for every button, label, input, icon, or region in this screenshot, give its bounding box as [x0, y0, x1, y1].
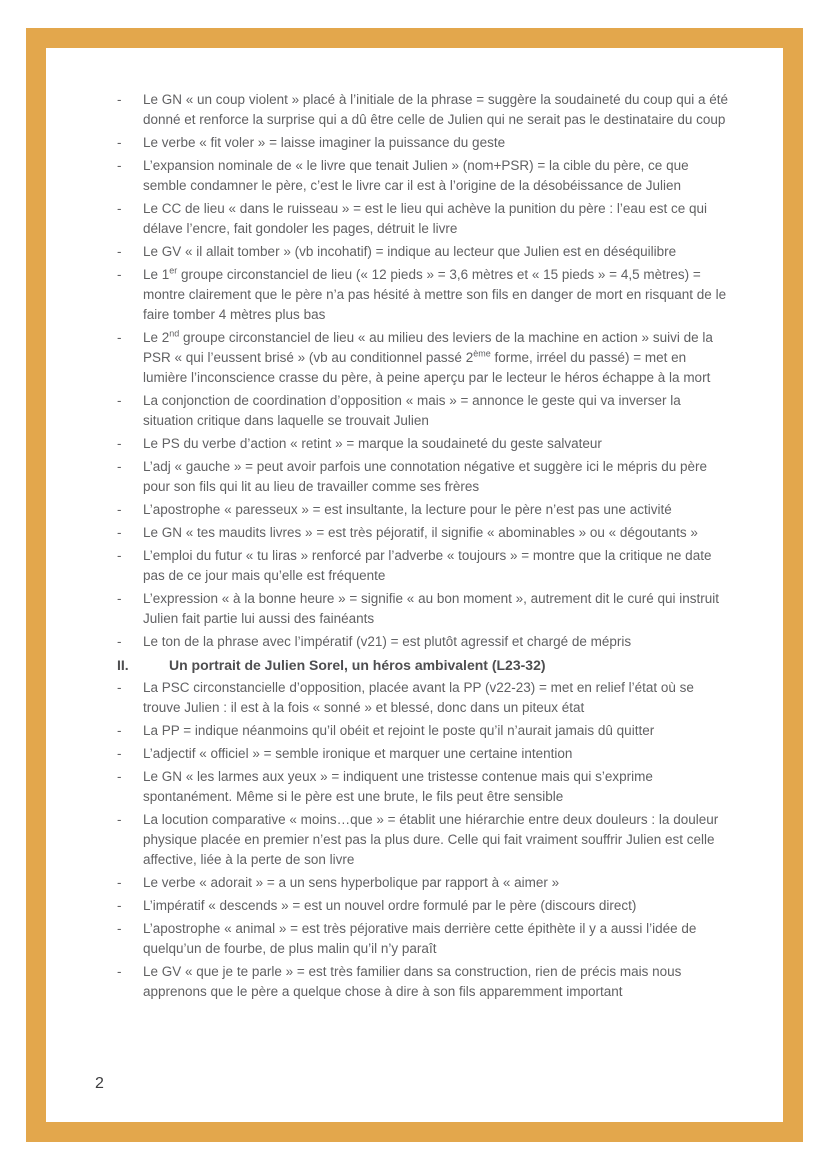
list-item-text: Le ton de la phrase avec l’impératif (v21) = est plutôt agressif et chargé de mépris — [143, 634, 632, 649]
list-item-text: La locution comparative « moins…que » = établit une hiérarchie entre deux douleurs : la douleur physique placée en premier n’est pas la plus dure. Celle qui fait vraiment souffrir Julien est celle affective, liée à la perte de son livre — [143, 812, 719, 867]
bullet-dash: - — [117, 921, 122, 936]
bullet-dash: - — [117, 875, 122, 890]
section-heading-number: II. — [117, 657, 129, 673]
list-item-text: La PSC circonstancielle d’opposition, placée avant la PP (v22-23) = met en relief l’état où se trouve Julien : il est à la fois « sonné » et blessé, donc dans un piteux état — [143, 680, 694, 715]
list-item — [117, 90, 729, 130]
bullet-dash: - — [117, 746, 122, 761]
list-item — [117, 873, 729, 893]
list-item-text: L’emploi du futur « tu liras » renforcé par l’adverbe « toujours » = montre que la critique ne date pas de ce jour mais qu’elle est fréquente — [143, 548, 712, 583]
bullet-dash: - — [117, 436, 122, 451]
list-item — [117, 767, 729, 807]
document-content — [117, 90, 729, 1005]
list-item-text: L’adjectif « officiel » = semble ironique et marquer une certaine intention — [143, 746, 573, 761]
bullet-dash: - — [117, 267, 122, 282]
bullet-dash: - — [117, 548, 122, 563]
list-item — [117, 589, 729, 629]
list-item-text: L’expression « à la bonne heure » = signifie « au bon moment », autrement dit le curé qui instruit Julien fait partie lui aussi des fainéants — [143, 591, 719, 626]
list-item — [117, 810, 729, 870]
list-item-text: La PP = indique néanmoins qu’il obéit et rejoint le poste qu’il n’aurait jamais dû quitter — [143, 723, 655, 738]
page-border-frame — [26, 28, 803, 1142]
bullet-dash: - — [117, 898, 122, 913]
list-item-text: Le CC de lieu « dans le ruisseau » = est le lieu qui achève la punition du père : l’eau est ce qui délave l’encre, fait gondoler les pages, détruit le livre — [143, 201, 707, 236]
bullet-dash: - — [117, 393, 122, 408]
bullet-dash: - — [117, 330, 122, 345]
list-item-text: L’expansion nominale de « le livre que tenait Julien » (nom+PSR) = la cible du père, ce que semble condamner le père, c’est le livre car il est à l’origine de la désobéissance de Julien — [143, 158, 689, 193]
list-item-text: L’adj « gauche » = peut avoir parfois une connotation négative et suggère ici le mépris du père pour son fils qui lit au lieu de travailler comme ses frères — [143, 459, 708, 494]
list-item — [117, 265, 729, 325]
list-item — [117, 328, 729, 388]
bullet-dash: - — [117, 680, 122, 695]
bullet-dash: - — [117, 201, 122, 216]
list-item-text: Le GN « tes maudits livres » = est très péjoratif, il signifie « abominables » ou « dégoutants » — [143, 525, 698, 540]
list-item — [117, 632, 729, 652]
list-item — [117, 896, 729, 916]
bullet-dash: - — [117, 812, 122, 827]
bullet-dash: - — [117, 158, 122, 173]
list-item — [117, 133, 729, 153]
list-item-text: L’impératif « descends » = est un nouvel ordre formulé par le père (discours direct) — [143, 898, 637, 913]
bullet-dash: - — [117, 769, 122, 784]
list-item-text: L’apostrophe « animal » = est très péjorative mais derrière cette épithète il y a aussi l’idée de quelqu’un de fourbe, de plus malin qu’il n’y paraît — [143, 921, 697, 956]
list-item-text: Le verbe « adorait » = a un sens hyperbolique par rapport à « aimer » — [143, 875, 560, 890]
section-heading — [117, 655, 729, 675]
list-item — [117, 546, 729, 586]
bullet-dash: - — [117, 135, 122, 150]
bullet-dash: - — [117, 92, 122, 107]
section-heading-text: Un portrait de Julien Sorel, un héros ambivalent (L23-32) — [169, 657, 546, 673]
list-item — [117, 457, 729, 497]
list-item-text: Le PS du verbe d’action « retint » = marque la soudaineté du geste salvateur — [143, 436, 602, 451]
list-item — [117, 919, 729, 959]
list-item-text: L’apostrophe « paresseux » = est insultante, la lecture pour le père n’est pas une activité — [143, 502, 672, 517]
list-item-text: Le 2nd groupe circonstanciel de lieu « au milieu des leviers de la machine en action » suivi de la PSR « qui l’eussent brisé » (vb au conditionnel passé 2ème forme, irréel du passé) = met en lumière l’inconscience crasse du père, à peine aperçu par le lecteur le héros échappe à la mort — [143, 328, 713, 385]
list-item — [117, 744, 729, 764]
bullet-dash: - — [117, 525, 122, 540]
list-item — [117, 199, 729, 239]
bullet-dash: - — [117, 244, 122, 259]
page-number: 2 — [95, 1075, 104, 1092]
list-item — [117, 523, 729, 543]
list-item-text: Le 1er groupe circonstanciel de lieu (« 12 pieds » = 3,6 mètres et « 15 pieds » = 4,5 mètres) = montre clairement que le père n’a pas hésité à mettre son fils en danger de mort en risquant de le faire tomber 4 mètres plus bas — [143, 265, 727, 322]
list-item-text: Le GN « un coup violent » placé à l’initiale de la phrase = suggère la soudaineté du coup qui a été donné et renforce la surprise qui a dû être celle de Julien qui ne serait pas le destinataire du coup — [143, 92, 729, 127]
bullet-dash: - — [117, 591, 122, 606]
bullet-dash: - — [117, 634, 122, 649]
list-item — [117, 500, 729, 520]
list-item — [117, 434, 729, 454]
list-item-text: Le GV « que je te parle » = est très familier dans sa construction, rien de précis mais nous apprenons que le père a quelque chose à dire à son fils apparemment important — [143, 964, 682, 999]
bullet-dash: - — [117, 459, 122, 474]
list-item-text: Le verbe « fit voler » = laisse imaginer la puissance du geste — [143, 135, 506, 150]
list-item-text: Le GV « il allait tomber » (vb incohatif) = indique au lecteur que Julien est en déséquilibre — [143, 244, 677, 259]
list-item — [117, 391, 729, 431]
list-item — [117, 962, 729, 1002]
bullet-dash: - — [117, 502, 122, 517]
list-item — [117, 156, 729, 196]
bullet-dash: - — [117, 964, 122, 979]
list-item-text: La conjonction de coordination d’opposition « mais » = annonce le geste qui va inverser la situation critique dans laquelle se trouvait Julien — [143, 393, 681, 428]
list-item — [117, 678, 729, 718]
list-item — [117, 721, 729, 741]
list-item — [117, 242, 729, 262]
list-item-text: Le GN « les larmes aux yeux » = indiquent une tristesse contenue mais qui s’exprime spontanément. Même si le père est une brute, le fils peut être sensible — [143, 769, 653, 804]
bullet-dash: - — [117, 723, 122, 738]
